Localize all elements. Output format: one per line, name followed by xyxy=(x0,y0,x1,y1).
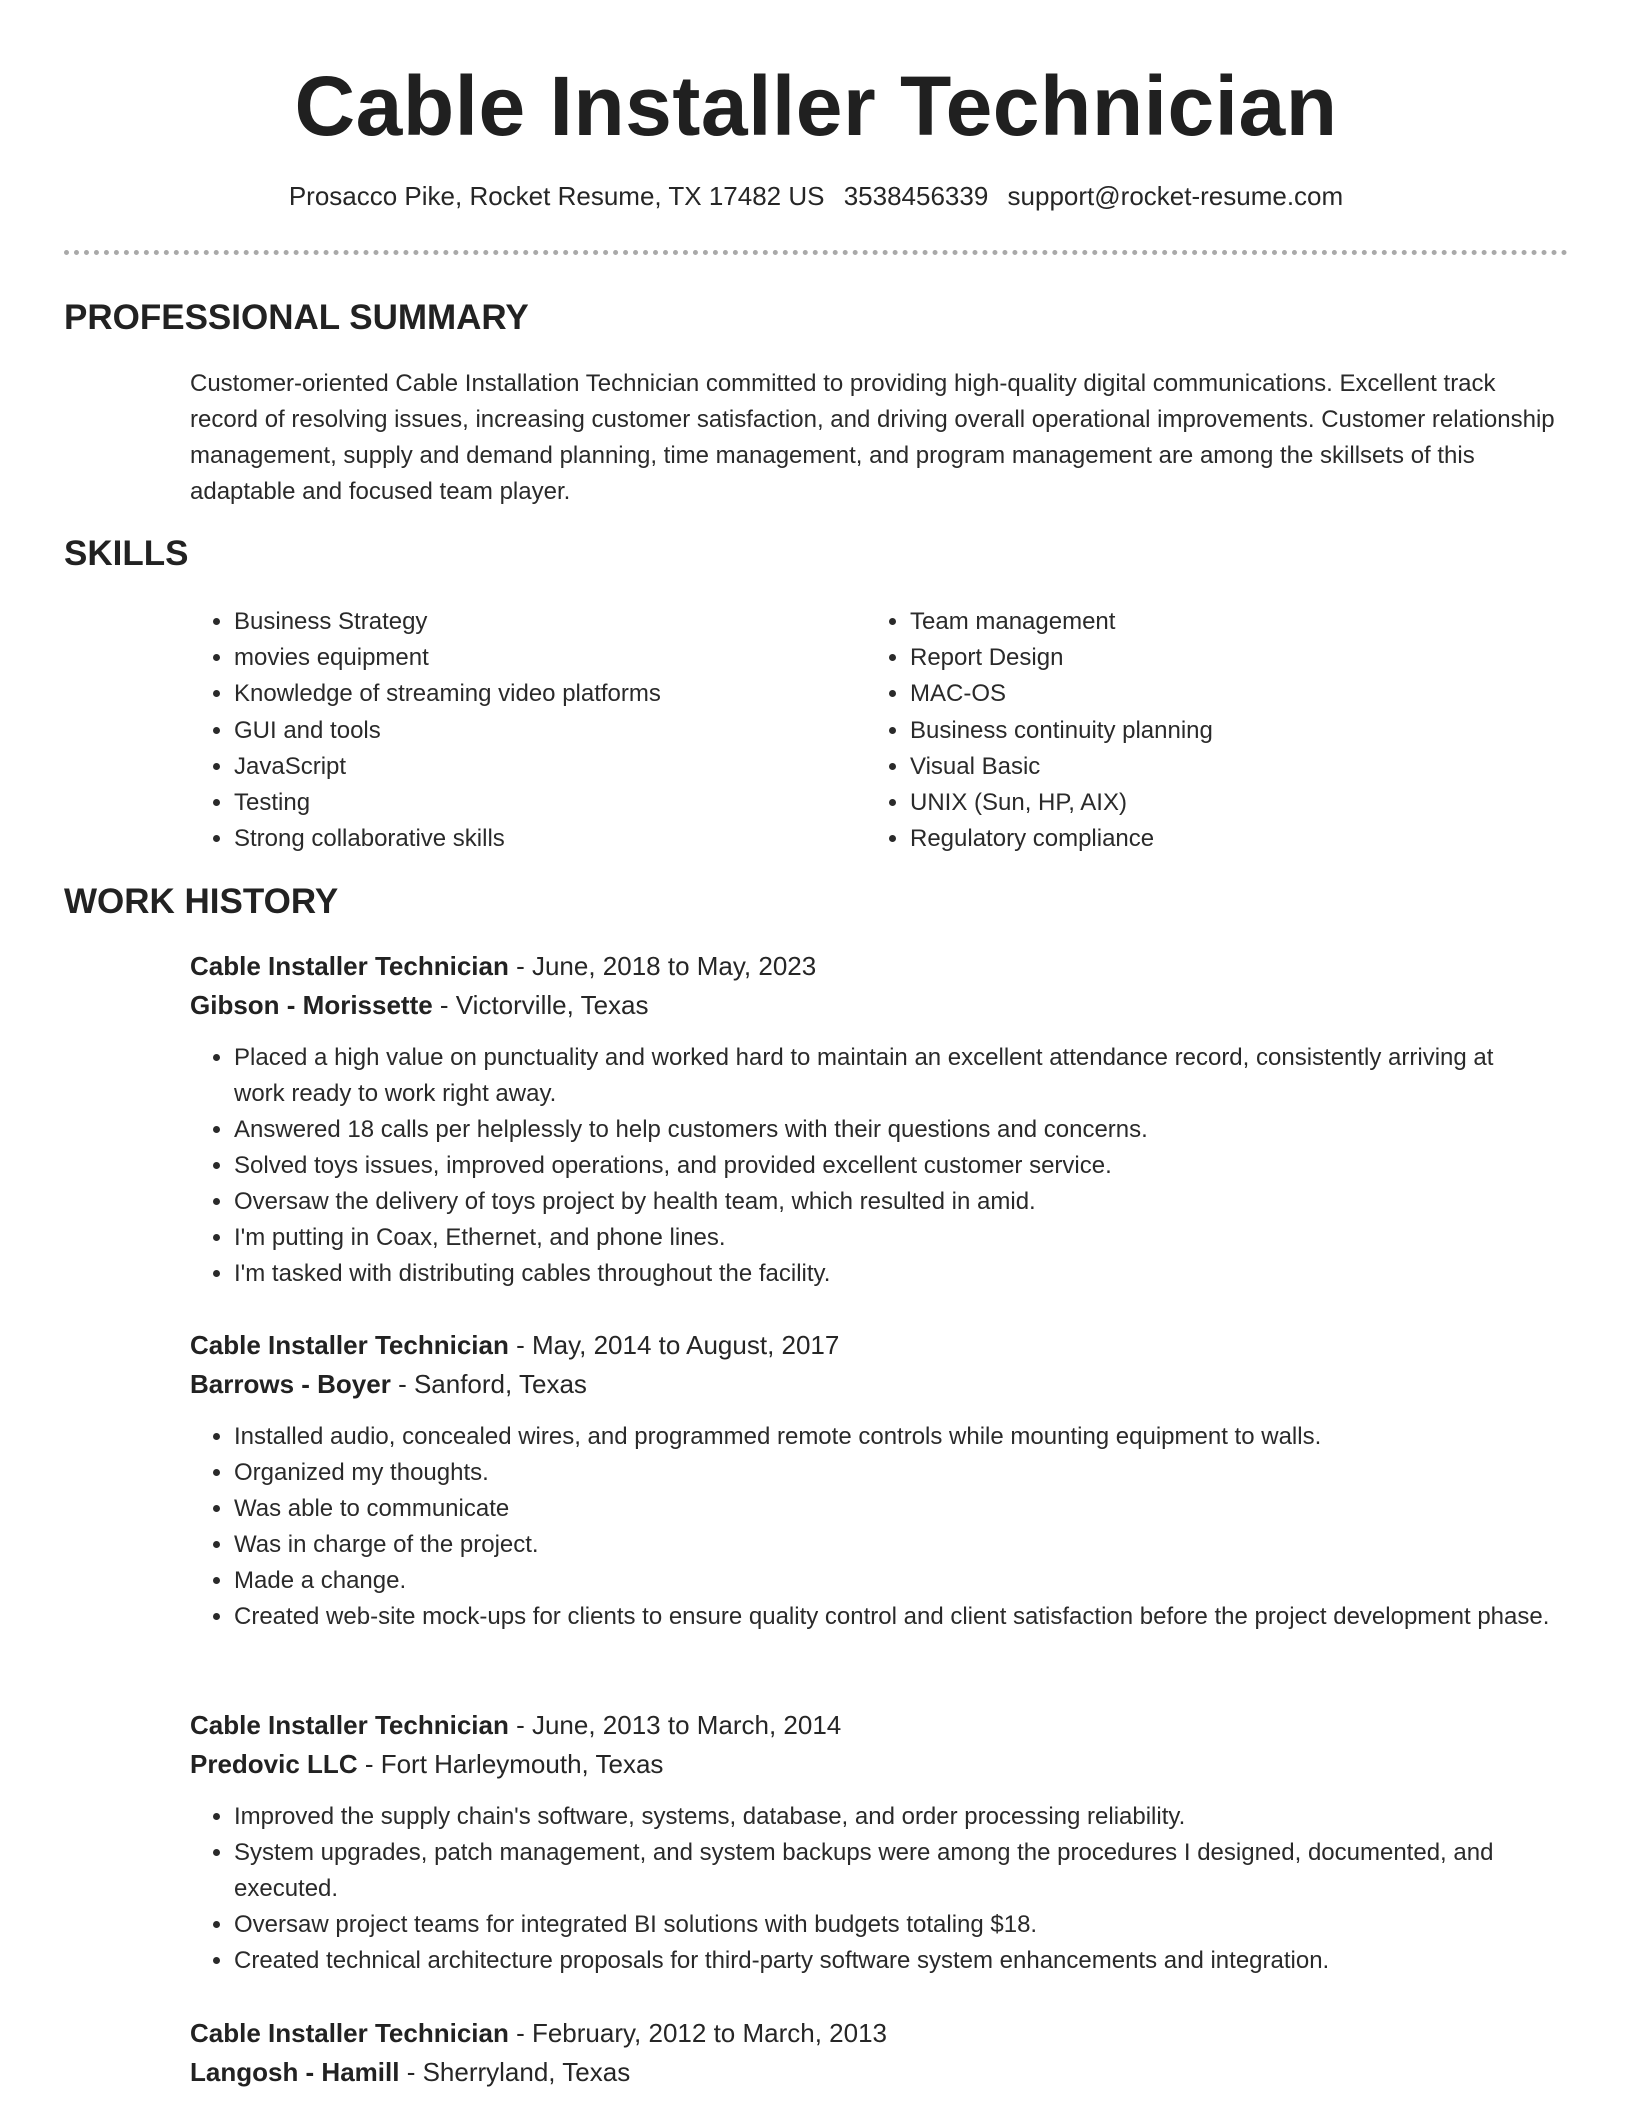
skill-item: • GUI and tools xyxy=(234,713,830,749)
job-bullets xyxy=(190,1419,1550,1635)
job-company: Barrows - Boyer xyxy=(190,1369,391,1399)
job-title-line xyxy=(190,948,816,984)
header-divider xyxy=(64,250,1568,255)
skill-item: • movies equipment xyxy=(234,640,830,676)
job-title: Cable Installer Technician xyxy=(190,1330,509,1360)
job-bullet: • Was able to communicate xyxy=(234,1491,1550,1527)
job-title-line xyxy=(190,1327,839,1363)
job-company-line xyxy=(190,1366,587,1402)
job-bullet: • Answered 18 calls per helplessly to help customers with their questions and concerns. xyxy=(234,1112,1550,1148)
job-bullet: • Solved toys issues, improved operations, and provided excellent customer service. xyxy=(234,1148,1550,1184)
job-title: Cable Installer Technician xyxy=(190,951,509,981)
section-heading-skills: SKILLS xyxy=(64,534,189,573)
skills-column-left xyxy=(190,604,830,857)
contact-address: Prosacco Pike, Rocket Resume, TX 17482 US xyxy=(288,181,825,211)
contact-line xyxy=(0,178,1632,214)
job-dates: - February, 2012 to March, 2013 xyxy=(508,2018,887,2048)
contact-phone: 3538456339 xyxy=(843,181,989,211)
job-location: - Fort Harleymouth, Texas xyxy=(357,1749,664,1779)
job-dates: - June, 2018 to May, 2023 xyxy=(508,951,817,981)
skill-item: • Regulatory compliance xyxy=(910,821,1506,857)
summary-text: Customer-oriented Cable Installation Technician committed to providing high-quality digital communications. Excellent track record of resolving issues, increasing customer satisfaction, and driving overall operational improvements. Customer relationship management, supply and demand planning, time management, and program management are among the skillsets of this adaptable and focused team player. xyxy=(190,370,1555,505)
job-bullet: • Created web-site mock-ups for clients to ensure quality control and client satisfaction before the project development phase. xyxy=(234,1599,1550,1635)
skill-item: • Visual Basic xyxy=(910,749,1506,785)
job-bullet: • Oversaw the delivery of toys project by health team, which resulted in amid. xyxy=(234,1184,1550,1220)
job-bullet: • I'm putting in Coax, Ethernet, and phone lines. xyxy=(234,1220,1550,1256)
job-company-line xyxy=(190,1746,663,1782)
job-bullet: • Installed audio, concealed wires, and programmed remote controls while mounting equipment to walls. xyxy=(234,1419,1550,1455)
job-bullets xyxy=(190,1040,1550,1292)
skill-item: • UNIX (Sun, HP, AIX) xyxy=(910,785,1506,821)
job-title: Cable Installer Technician xyxy=(190,1710,509,1740)
section-heading-work-history: WORK HISTORY xyxy=(64,882,339,921)
skill-item: • Testing xyxy=(234,785,830,821)
skill-item: • Business continuity planning xyxy=(910,713,1506,749)
job-location: - Sherryland, Texas xyxy=(399,2057,631,2087)
job-company: Gibson - Morissette xyxy=(190,990,433,1020)
job-bullet: • Oversaw project teams for integrated BI solutions with budgets totaling $18. xyxy=(234,1907,1550,1943)
skills-column-right xyxy=(866,604,1506,857)
section-heading-summary: PROFESSIONAL SUMMARY xyxy=(64,298,529,337)
skill-item: • Report Design xyxy=(910,640,1506,676)
job-bullet: • Created technical architecture proposals for third-party software system enhancements and integration. xyxy=(234,1943,1550,1979)
job-bullet: • Was in charge of the project. xyxy=(234,1527,1550,1563)
job-bullet: • Improved the supply chain's software, systems, database, and order processing reliability. xyxy=(234,1799,1550,1835)
skill-item: • JavaScript xyxy=(234,749,830,785)
candidate-name: Cable Installer Technician xyxy=(294,59,1338,153)
job-title: Cable Installer Technician xyxy=(190,2018,509,2048)
skill-item: • Strong collaborative skills xyxy=(234,821,830,857)
job-company-line xyxy=(190,2054,630,2090)
skill-item: • Knowledge of streaming video platforms xyxy=(234,676,830,712)
job-bullets xyxy=(190,1799,1550,1979)
job-company-line xyxy=(190,987,649,1023)
job-bullet: • Organized my thoughts. xyxy=(234,1455,1550,1491)
job-company: Predovic LLC xyxy=(190,1749,358,1779)
job-company: Langosh - Hamill xyxy=(190,2057,400,2087)
skill-item: • MAC-OS xyxy=(910,676,1506,712)
job-location: - Victorville, Texas xyxy=(432,990,649,1020)
job-title-line xyxy=(190,2015,887,2051)
job-bullet: • Made a change. xyxy=(234,1563,1550,1599)
skill-item: • Business Strategy xyxy=(234,604,830,640)
skill-item: • Team management xyxy=(910,604,1506,640)
job-location: - Sanford, Texas xyxy=(390,1369,587,1399)
job-bullet: • I'm tasked with distributing cables throughout the facility. xyxy=(234,1256,1550,1292)
job-dates: - May, 2014 to August, 2017 xyxy=(508,1330,840,1360)
job-title-line xyxy=(190,1707,841,1743)
contact-email[interactable]: support@rocket-resume.com xyxy=(1007,181,1344,211)
job-bullet: • Placed a high value on punctuality and worked hard to maintain an excellent attendance record, consistently arriving at work ready to work right away. xyxy=(234,1040,1550,1112)
job-dates: - June, 2013 to March, 2014 xyxy=(508,1710,842,1740)
job-bullet: • System upgrades, patch management, and system backups were among the procedures I designed, documented, and executed. xyxy=(234,1835,1550,1907)
